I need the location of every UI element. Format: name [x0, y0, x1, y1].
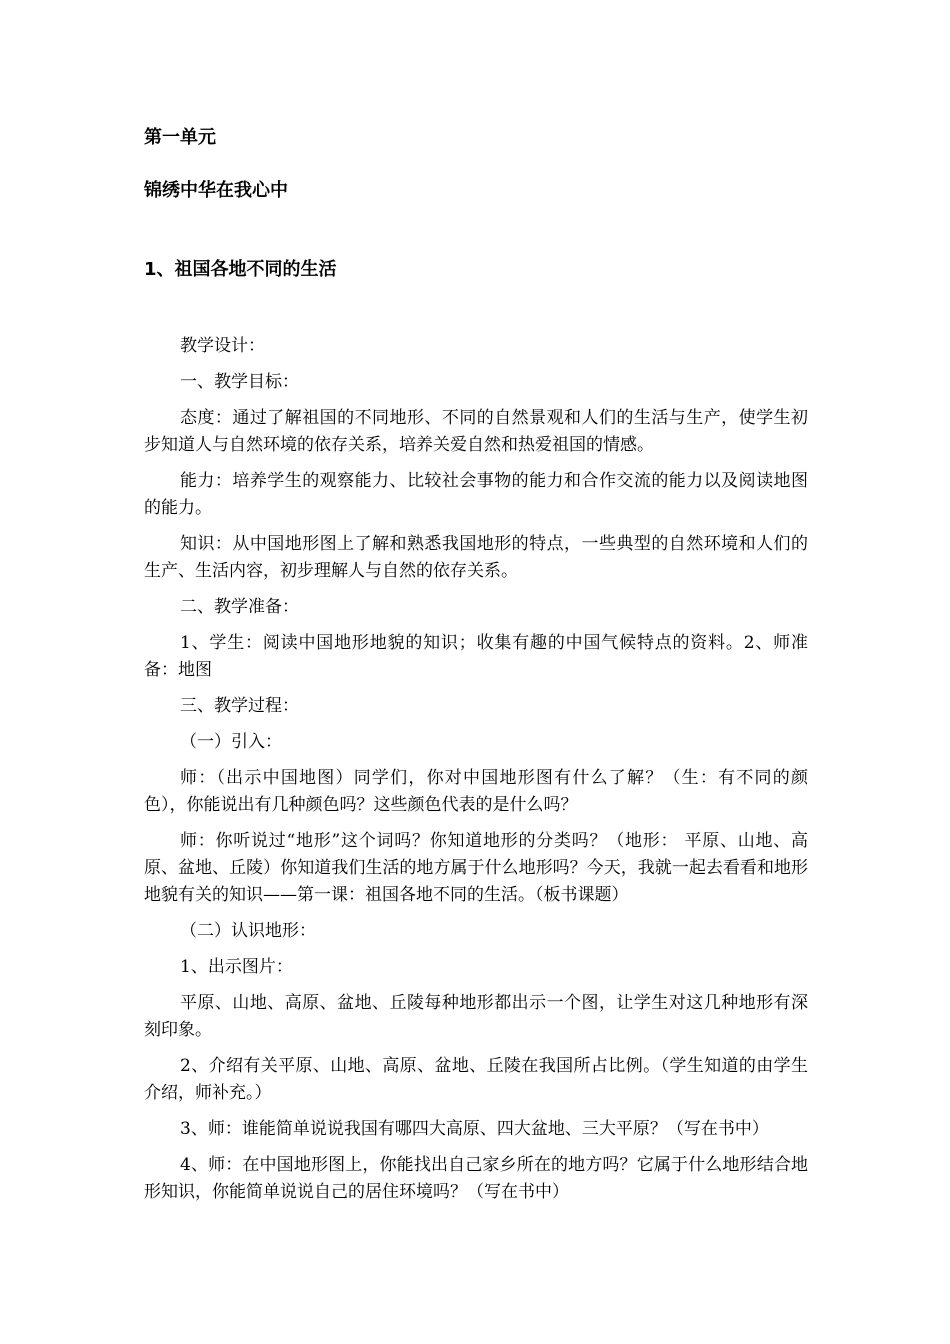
unit-subtitle: 锦绣中华在我心中: [144, 180, 288, 201]
unit-title: 第一单元: [144, 127, 216, 148]
paragraph-preparation-heading: 二、教学准备：: [180, 597, 299, 617]
paragraph-step-1: 1、出示图片：: [180, 957, 293, 977]
paragraph-step-3: 3、师：谁能简单说说我国有哪四大高原、四大盆地、三大平原？（写在书中）: [180, 1119, 769, 1139]
paragraph-objectives-heading: 一、教学目标：: [180, 372, 299, 392]
paragraph-step-1-detail: 平原、山地、高原、盆地、丘陵每种地形都出示一个图，让学生对这几种地形有深刻印象。: [144, 993, 808, 1040]
paragraph-intro-heading: （一）引入：: [180, 732, 282, 752]
lesson-body: [144, 333, 808, 1215]
lesson-title: 1、祖国各地不同的生活: [144, 259, 337, 280]
paragraph-step-2: 2、介绍有关平原、山地、高原、盆地、丘陵在我国所占比例。（学生知道的由学生介绍，师补充。）: [144, 1056, 808, 1103]
paragraph-intro-map: 师：（出示中国地图）同学们，你对中国地形图有什么了解？（生：有不同的颜色），你能说出有几种颜色吗？这些颜色代表的是什么吗？: [144, 768, 808, 815]
paragraph-intro-terrain: 师：你听说过“地形”这个词吗？你知道地形的分类吗？（地形： 平原、山地、高原、盆地、丘陵）你知道我们生活的地方属于什么地形吗？今天，我就一起去看看和地形地貌有关的知识——第一课：祖国各地不同的生活。（板书课题）: [144, 831, 808, 905]
paragraph-design-label: 教学设计：: [180, 336, 265, 356]
paragraph-preparation: 1、学生：阅读中国地形地貌的知识；收集有趣的中国气候特点的资料。2、师准备：地图: [144, 633, 808, 680]
paragraph-terrain-heading: （二）认识地形：: [180, 921, 316, 941]
paragraph-knowledge: 知识：从中国地形图上了解和熟悉我国地形的特点，一些典型的自然环境和人们的生产、生活内容，初步理解人与自然的依存关系。: [144, 534, 808, 581]
paragraph-attitude: 态度：通过了解祖国的不同地形、不同的自然景观和人们的生活与生产，使学生初步知道人与自然环境的依存关系，培养关爱自然和热爱祖国的情感。: [144, 408, 808, 455]
paragraph-ability: 能力：培养学生的观察能力、比较社会事物的能力和合作交流的能力以及阅读地图的能力。: [144, 471, 808, 518]
paragraph-process-heading: 三、教学过程：: [180, 696, 299, 716]
paragraph-step-4: 4、师：在中国地形图上，你能找出自己家乡所在的地方吗？它属于什么地形结合地形知识，你能简单说说自己的居住环境吗？（写在书中）: [144, 1155, 808, 1202]
